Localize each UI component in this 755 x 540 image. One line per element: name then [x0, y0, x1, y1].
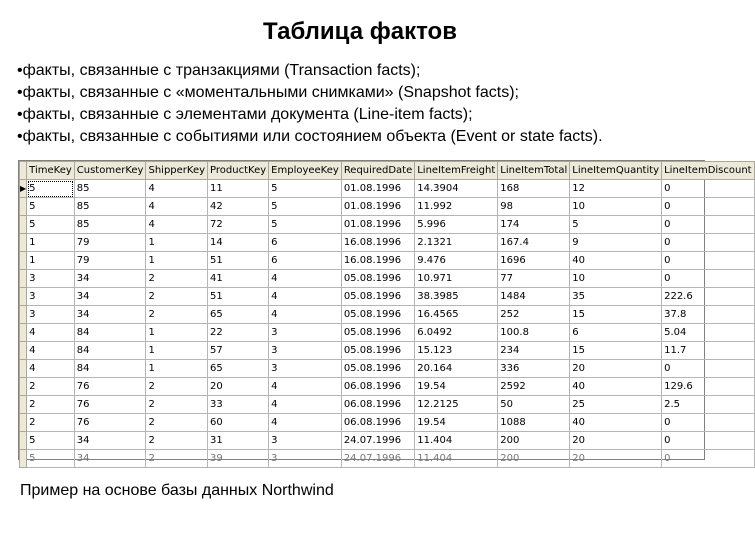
- table-cell[interactable]: 76: [74, 414, 146, 432]
- table-cell[interactable]: 222.6: [662, 288, 755, 306]
- table-cell[interactable]: 06.08.1996: [341, 414, 414, 432]
- table-cell[interactable]: 3: [27, 270, 75, 288]
- table-cell[interactable]: 5: [269, 180, 342, 198]
- table-cell[interactable]: 4: [146, 216, 208, 234]
- table-cell[interactable]: 39: [208, 450, 269, 468]
- table-cell[interactable]: 05.08.1996: [341, 324, 414, 342]
- table-cell[interactable]: 6: [570, 324, 662, 342]
- row-selector[interactable]: [20, 234, 27, 252]
- table-cell[interactable]: 85: [74, 216, 146, 234]
- table-cell[interactable]: 51: [208, 288, 269, 306]
- table-cell[interactable]: 76: [74, 378, 146, 396]
- table-cell[interactable]: 79: [74, 234, 146, 252]
- table-row[interactable]: [20, 324, 755, 342]
- table-cell[interactable]: 0: [662, 252, 755, 270]
- table-row[interactable]: [20, 234, 755, 252]
- table-cell[interactable]: 65: [208, 360, 269, 378]
- table-cell[interactable]: 16.4565: [415, 306, 498, 324]
- table-cell[interactable]: 79: [74, 252, 146, 270]
- table-cell[interactable]: 65: [208, 306, 269, 324]
- row-selector[interactable]: [20, 450, 27, 468]
- table-cell[interactable]: 20: [208, 378, 269, 396]
- table-cell[interactable]: 1: [27, 252, 75, 270]
- table-row[interactable]: [20, 378, 755, 396]
- column-header-lineitemquantity[interactable]: LineItemQuantity: [570, 162, 662, 180]
- table-cell[interactable]: 01.08.1996: [341, 198, 414, 216]
- row-selector[interactable]: [20, 306, 27, 324]
- bullet-line-item-facts: • факты, связанные с элементами документа (Line-item facts);: [17, 104, 707, 126]
- table-cell[interactable]: 4: [269, 306, 342, 324]
- caption: Пример на основе базы данных Northwind: [20, 482, 334, 499]
- row-selector[interactable]: [20, 378, 27, 396]
- table-cell[interactable]: 40: [570, 252, 662, 270]
- table-cell[interactable]: 20: [570, 432, 662, 450]
- current-row-indicator-icon[interactable]: ▶: [20, 180, 27, 198]
- table-cell[interactable]: 20: [570, 360, 662, 378]
- table-row[interactable]: [20, 342, 755, 360]
- table-cell[interactable]: 42: [208, 198, 269, 216]
- table-cell[interactable]: 12.2125: [415, 396, 498, 414]
- table-cell[interactable]: 1696: [498, 252, 570, 270]
- table-row[interactable]: [20, 414, 755, 432]
- table-cell[interactable]: 22: [208, 324, 269, 342]
- table-cell[interactable]: 4: [269, 396, 342, 414]
- table-cell[interactable]: 15: [570, 342, 662, 360]
- table-cell[interactable]: 1: [146, 360, 208, 378]
- table-cell[interactable]: 5: [27, 432, 75, 450]
- table-row[interactable]: [20, 252, 755, 270]
- table-cell[interactable]: 4: [269, 270, 342, 288]
- table-cell[interactable]: 5: [269, 198, 342, 216]
- table-cell[interactable]: 24.07.1996: [341, 432, 414, 450]
- table-cell[interactable]: 9.476: [415, 252, 498, 270]
- table-cell[interactable]: 129.6: [662, 378, 755, 396]
- table-cell[interactable]: 2: [146, 414, 208, 432]
- row-selector[interactable]: [20, 360, 27, 378]
- column-header-requireddate[interactable]: RequiredDate: [341, 162, 414, 180]
- table-cell[interactable]: 2: [27, 396, 75, 414]
- table-cell[interactable]: 2: [27, 378, 75, 396]
- table-cell[interactable]: 0: [662, 180, 755, 198]
- table-cell[interactable]: 0: [662, 414, 755, 432]
- table-cell[interactable]: 10.971: [415, 270, 498, 288]
- column-header-productkey[interactable]: ProductKey: [208, 162, 269, 180]
- table-cell[interactable]: 06.08.1996: [341, 378, 414, 396]
- table-cell[interactable]: 2: [27, 414, 75, 432]
- table-cell[interactable]: 4: [146, 180, 208, 198]
- table-cell[interactable]: 10: [570, 198, 662, 216]
- row-selector[interactable]: [20, 288, 27, 306]
- table-cell[interactable]: 1: [146, 252, 208, 270]
- table-cell[interactable]: 1088: [498, 414, 570, 432]
- table-cell[interactable]: 16.08.1996: [341, 252, 414, 270]
- table-row[interactable]: [20, 360, 755, 378]
- table-cell[interactable]: 16.08.1996: [341, 234, 414, 252]
- table-cell[interactable]: 2: [146, 432, 208, 450]
- table-cell[interactable]: 34: [74, 270, 146, 288]
- table-cell[interactable]: 3: [269, 450, 342, 468]
- table-cell[interactable]: 1: [27, 234, 75, 252]
- table-row[interactable]: [20, 396, 755, 414]
- table-row[interactable]: [20, 288, 755, 306]
- row-selector[interactable]: [20, 414, 27, 432]
- table-cell[interactable]: 11.992: [415, 198, 498, 216]
- table-cell[interactable]: 05.08.1996: [341, 270, 414, 288]
- table-cell[interactable]: 5: [570, 216, 662, 234]
- column-header-employeekey[interactable]: EmployeeKey: [269, 162, 342, 180]
- table-cell[interactable]: 2.1321: [415, 234, 498, 252]
- table-cell[interactable]: 5.04: [662, 324, 755, 342]
- table-cell[interactable]: 19.54: [415, 414, 498, 432]
- table-cell[interactable]: 84: [74, 360, 146, 378]
- table-cell[interactable]: 168: [498, 180, 570, 198]
- row-selector[interactable]: [20, 342, 27, 360]
- table-cell[interactable]: 1: [146, 324, 208, 342]
- table-cell[interactable]: 50: [498, 396, 570, 414]
- table-cell[interactable]: 05.08.1996: [341, 342, 414, 360]
- header-row: [20, 162, 755, 180]
- table-row[interactable]: [20, 270, 755, 288]
- table-cell[interactable]: 0: [662, 198, 755, 216]
- table-cell[interactable]: 2: [146, 288, 208, 306]
- table-cell[interactable]: 85: [74, 198, 146, 216]
- table-cell[interactable]: 41: [208, 270, 269, 288]
- table-cell[interactable]: 20.164: [415, 360, 498, 378]
- table-cell[interactable]: 84: [74, 342, 146, 360]
- table-cell[interactable]: 10: [570, 270, 662, 288]
- table-cell[interactable]: 5.996: [415, 216, 498, 234]
- table-cell[interactable]: 1484: [498, 288, 570, 306]
- bullet-event-state-facts: • факты, связанные с событиями или состоянием объекта (Event or state facts).: [17, 126, 707, 148]
- table-cell[interactable]: 40: [570, 378, 662, 396]
- bullet-transaction-facts: • факты, связанные с транзакциями (Transaction facts);: [17, 60, 707, 82]
- table-cell[interactable]: 35: [570, 288, 662, 306]
- table-cell[interactable]: 3: [269, 342, 342, 360]
- table-cell[interactable]: 84: [74, 324, 146, 342]
- table-cell[interactable]: 2: [146, 378, 208, 396]
- table-cell[interactable]: 15.123: [415, 342, 498, 360]
- table-cell[interactable]: 2: [146, 306, 208, 324]
- table-cell[interactable]: 9: [570, 234, 662, 252]
- fact-table: [19, 161, 755, 468]
- table-cell[interactable]: 19.54: [415, 378, 498, 396]
- table-row[interactable]: [20, 216, 755, 234]
- column-header-lineitemtotal[interactable]: LineItemTotal: [498, 162, 570, 180]
- table-cell[interactable]: 174: [498, 216, 570, 234]
- table-cell[interactable]: 0: [662, 216, 755, 234]
- row-selector[interactable]: [20, 270, 27, 288]
- table-cell[interactable]: 6: [269, 234, 342, 252]
- table-cell[interactable]: 05.08.1996: [341, 360, 414, 378]
- column-header-lineitemfreight[interactable]: LineItemFreight: [415, 162, 498, 180]
- table-cell[interactable]: 2: [146, 270, 208, 288]
- bullet-snapshot-facts: • факты, связанные с «моментальными снимками» (Snapshot facts);: [17, 82, 707, 104]
- table-cell[interactable]: 3: [269, 324, 342, 342]
- table-cell[interactable]: 200: [498, 432, 570, 450]
- table-cell[interactable]: 5: [27, 216, 75, 234]
- table-cell[interactable]: 05.08.1996: [341, 306, 414, 324]
- table-cell[interactable]: 252: [498, 306, 570, 324]
- table-cell[interactable]: 2592: [498, 378, 570, 396]
- table-cell[interactable]: 31: [208, 432, 269, 450]
- table-cell[interactable]: 100.8: [498, 324, 570, 342]
- row-selector[interactable]: [20, 396, 27, 414]
- table-cell[interactable]: 24.07.1996: [341, 450, 414, 468]
- table-cell[interactable]: 4: [269, 378, 342, 396]
- table-cell[interactable]: 57: [208, 342, 269, 360]
- table-cell[interactable]: 6.0492: [415, 324, 498, 342]
- table-cell[interactable]: 2: [146, 450, 208, 468]
- slide-title: Таблица фактов: [263, 18, 457, 45]
- table-cell[interactable]: 51: [208, 252, 269, 270]
- table-cell[interactable]: 3: [269, 360, 342, 378]
- table-cell[interactable]: 40: [570, 414, 662, 432]
- table-cell[interactable]: 11.404: [415, 450, 498, 468]
- table-cell[interactable]: 234: [498, 342, 570, 360]
- table-cell[interactable]: 05.08.1996: [341, 288, 414, 306]
- table-cell[interactable]: 0: [662, 234, 755, 252]
- row-selector[interactable]: [20, 252, 27, 270]
- table-cell[interactable]: 12: [570, 180, 662, 198]
- table-cell[interactable]: 34: [74, 288, 146, 306]
- results-grid[interactable]: [18, 160, 752, 464]
- table-cell[interactable]: 3: [27, 306, 75, 324]
- table-cell[interactable]: 06.08.1996: [341, 396, 414, 414]
- table-cell[interactable]: 0: [662, 450, 755, 468]
- table-cell[interactable]: 01.08.1996: [341, 216, 414, 234]
- table-cell[interactable]: 3: [269, 432, 342, 450]
- table-cell[interactable]: 5: [27, 198, 75, 216]
- table-cell[interactable]: 0: [662, 360, 755, 378]
- row-selector[interactable]: [20, 324, 27, 342]
- table-cell[interactable]: 1: [146, 342, 208, 360]
- table-cell[interactable]: 336: [498, 360, 570, 378]
- column-header-shipperkey[interactable]: ShipperKey: [146, 162, 208, 180]
- table-cell[interactable]: 98: [498, 198, 570, 216]
- table-cell[interactable]: 6: [269, 252, 342, 270]
- table-cell[interactable]: 4: [27, 360, 75, 378]
- table-cell[interactable]: 0: [662, 432, 755, 450]
- table-cell[interactable]: 77: [498, 270, 570, 288]
- table-row[interactable]: [20, 198, 755, 216]
- table-cell[interactable]: 38.3985: [415, 288, 498, 306]
- column-header-lineitemdiscount[interactable]: LineItemDiscount: [662, 162, 755, 180]
- table-cell[interactable]: 34: [74, 450, 146, 468]
- table-cell[interactable]: 5: [27, 180, 75, 198]
- table-cell[interactable]: 76: [74, 396, 146, 414]
- table-cell[interactable]: 15: [570, 306, 662, 324]
- table-cell[interactable]: 25: [570, 396, 662, 414]
- table-cell[interactable]: 14.3904: [415, 180, 498, 198]
- table-cell[interactable]: 33: [208, 396, 269, 414]
- row-selector[interactable]: [20, 198, 27, 216]
- table-cell[interactable]: 4: [27, 324, 75, 342]
- row-selector[interactable]: [20, 216, 27, 234]
- table-cell[interactable]: 72: [208, 216, 269, 234]
- table-row[interactable]: [20, 432, 755, 450]
- table-cell[interactable]: 2.5: [662, 396, 755, 414]
- table-row[interactable]: [20, 450, 755, 468]
- table-cell[interactable]: 5: [27, 450, 75, 468]
- table-cell[interactable]: 200: [498, 450, 570, 468]
- table-cell[interactable]: 34: [74, 306, 146, 324]
- table-cell[interactable]: 34: [74, 432, 146, 450]
- table-cell[interactable]: 14: [208, 234, 269, 252]
- column-header-timekey[interactable]: TimeKey: [27, 162, 75, 180]
- table-cell[interactable]: 3: [27, 288, 75, 306]
- table-cell[interactable]: 167.4: [498, 234, 570, 252]
- fact-types-list: [17, 60, 707, 148]
- table-cell[interactable]: 11: [208, 180, 269, 198]
- table-cell[interactable]: 4: [269, 414, 342, 432]
- table-row[interactable]: [20, 180, 755, 198]
- table-cell[interactable]: 20: [570, 450, 662, 468]
- table-cell[interactable]: 4: [146, 198, 208, 216]
- table-cell[interactable]: 60: [208, 414, 269, 432]
- table-cell[interactable]: 85: [74, 180, 146, 198]
- table-cell[interactable]: 11.404: [415, 432, 498, 450]
- table-cell[interactable]: 0: [662, 270, 755, 288]
- table-cell[interactable]: 2: [146, 396, 208, 414]
- header-corner: [20, 162, 27, 180]
- table-cell[interactable]: 1: [146, 234, 208, 252]
- table-cell[interactable]: 4: [269, 288, 342, 306]
- table-cell[interactable]: 4: [27, 342, 75, 360]
- row-selector[interactable]: [20, 432, 27, 450]
- table-cell[interactable]: 5: [269, 216, 342, 234]
- table-cell[interactable]: 01.08.1996: [341, 180, 414, 198]
- table-cell[interactable]: 37.8: [662, 306, 755, 324]
- table-cell[interactable]: 11.7: [662, 342, 755, 360]
- table-row[interactable]: [20, 306, 755, 324]
- column-header-customerkey[interactable]: CustomerKey: [74, 162, 146, 180]
